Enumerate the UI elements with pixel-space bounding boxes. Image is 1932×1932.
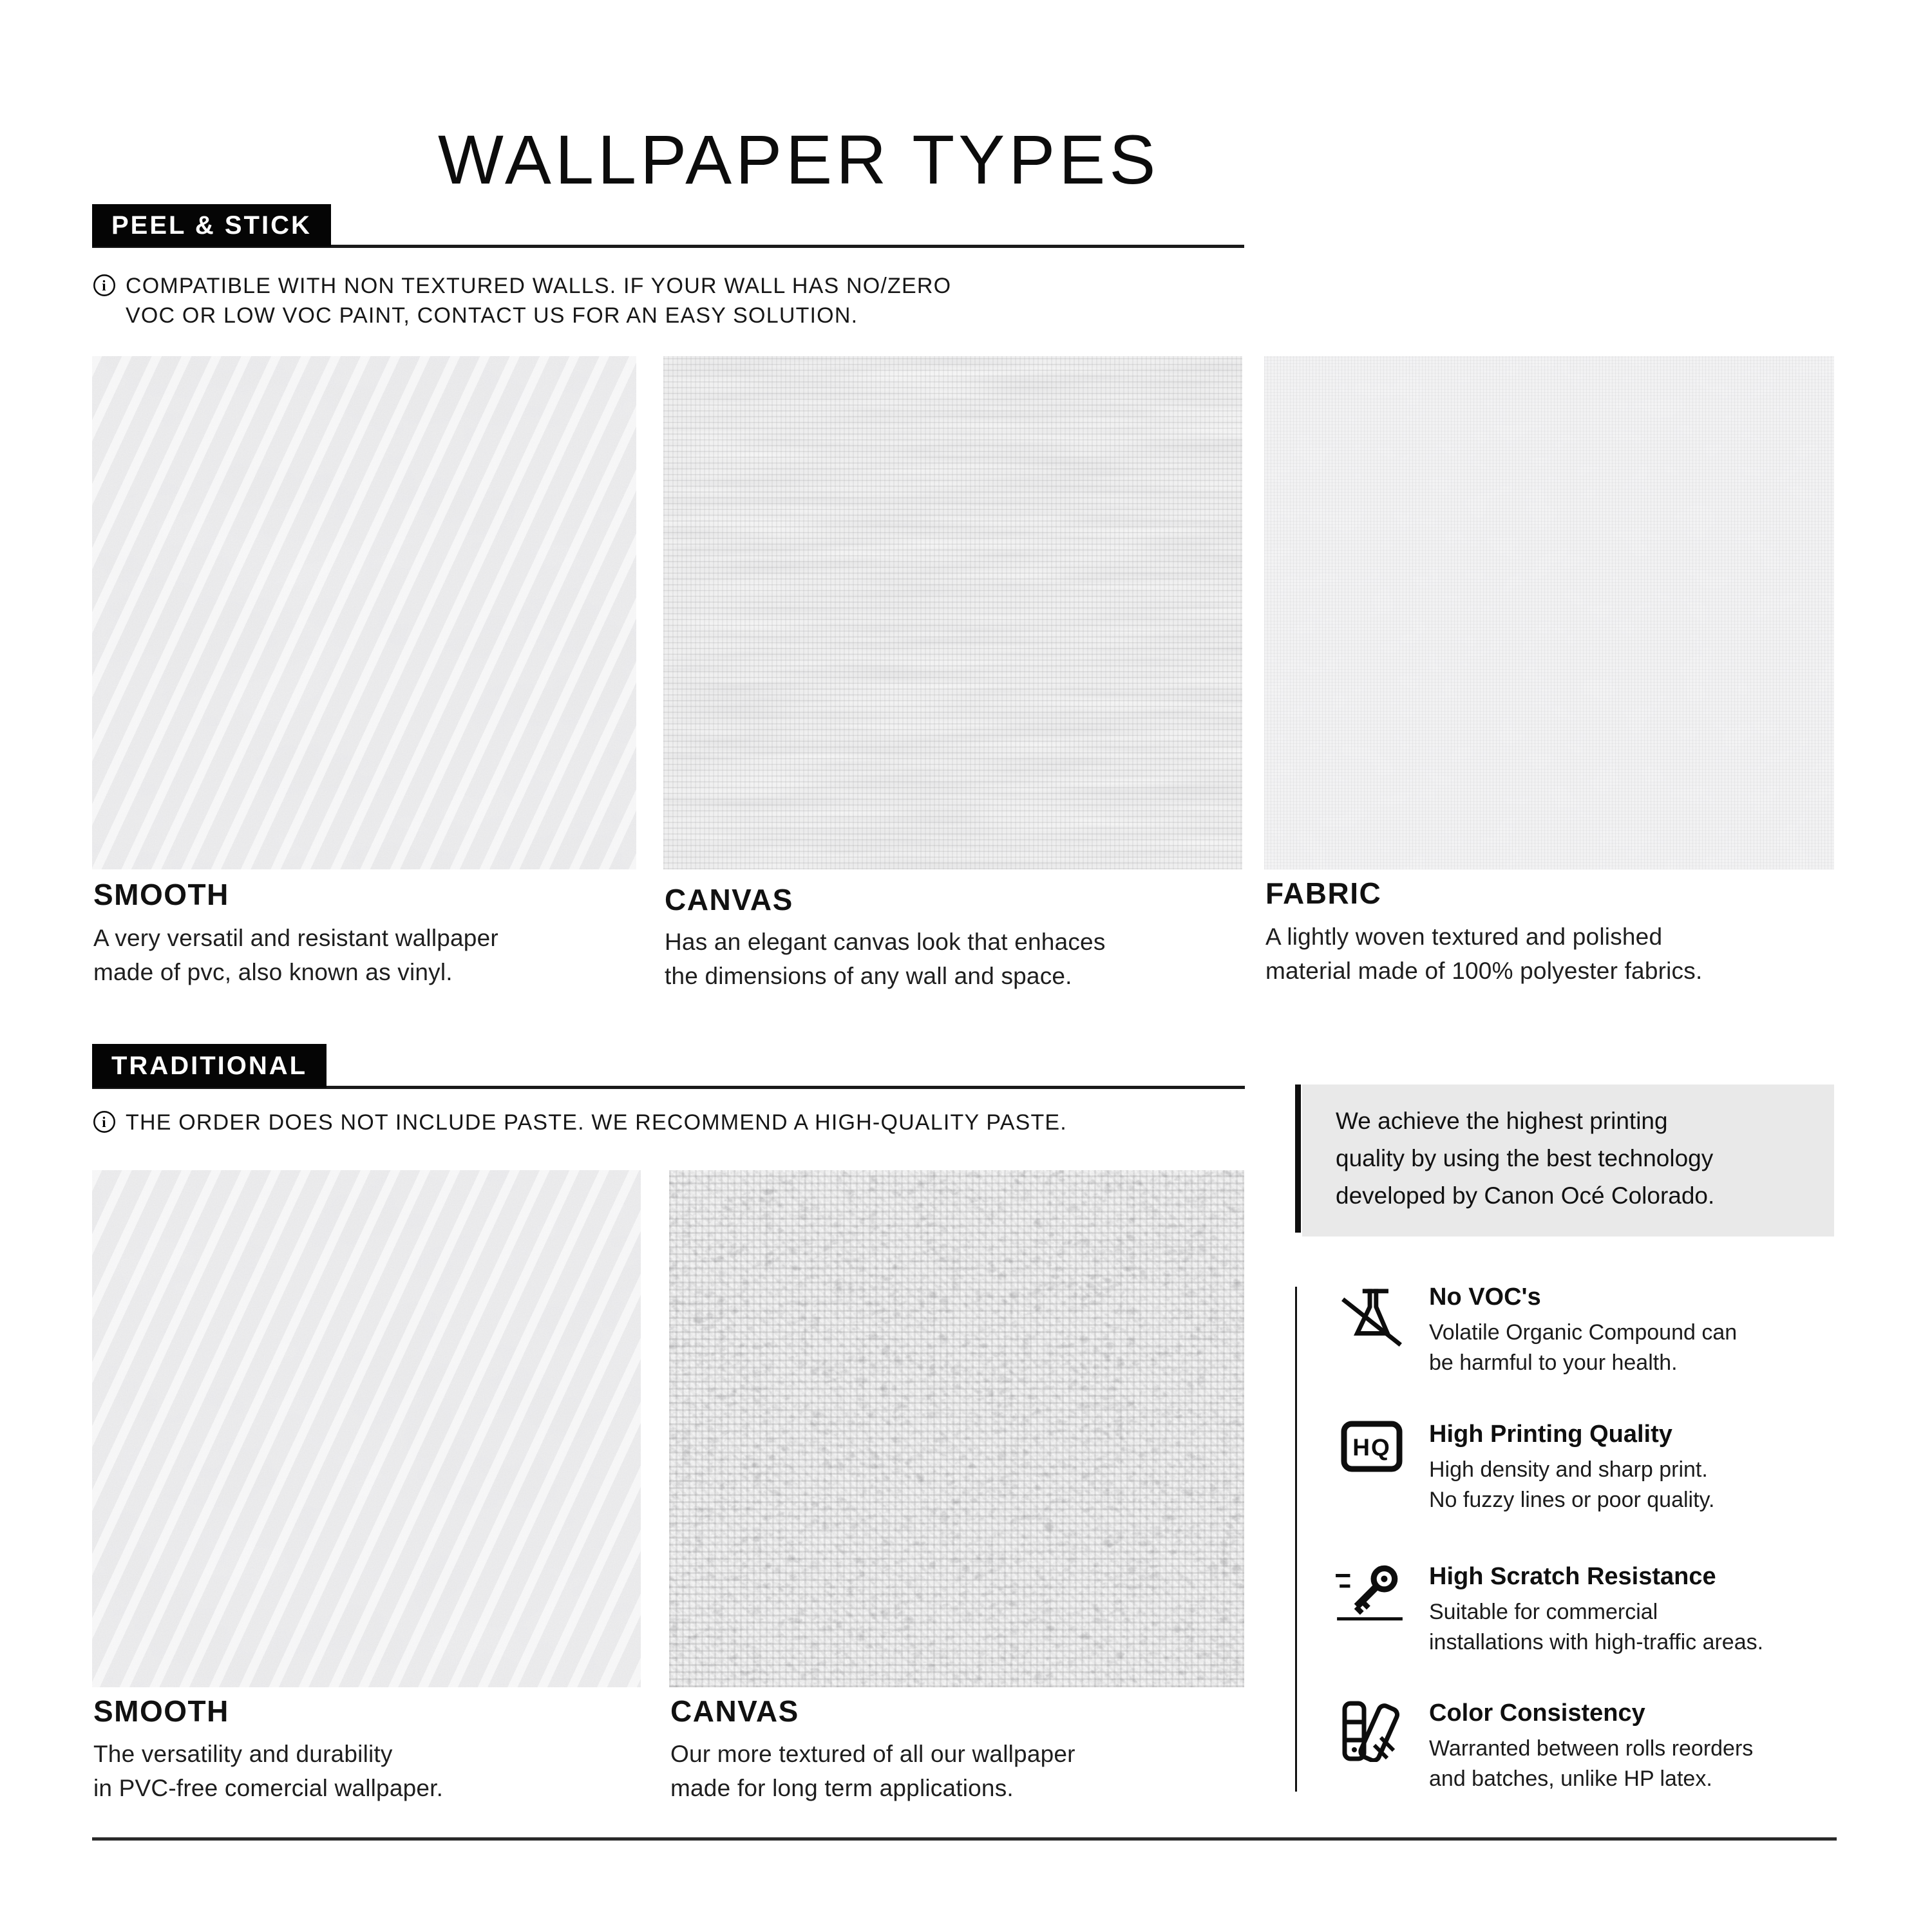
info-icon [92,1110,117,1134]
scratch-key-icon [1333,1561,1406,1622]
peel-stick-note [92,271,951,330]
feature-title: High Printing Quality [1429,1421,1672,1448]
swatch-label-smooth: SMOOTH [93,1694,229,1728]
desc-line: Has an elegant canvas look that enhaces [665,929,1106,955]
desc-line: the dimensions of any wall and space. [665,963,1072,989]
note-line: VOC OR LOW VOC PAINT, CONTACT US FOR AN EASY SOLUTION. [126,303,858,328]
panel-line: developed by Canon Océ Colorado. [1336,1182,1715,1209]
quality-panel-text [1336,1103,1714,1215]
swatch-desc-canvas [670,1737,1075,1805]
note-line: THE ORDER DOES NOT INCLUDE PASTE. WE RECOMMEND A HIGH-QUALITY PASTE. [126,1110,1067,1135]
desc-line: in PVC-free comercial wallpaper. [93,1775,444,1801]
footer-divider [92,1837,1837,1841]
canvas-texture-swatch [663,356,1242,869]
desc-line: A very versatil and resistant wallpaper [93,925,498,951]
color-swatches-icon [1341,1700,1403,1762]
note-line: COMPATIBLE WITH NON TEXTURED WALLS. IF YOUR WALL HAS NO/ZERO [126,274,952,298]
page-title: WALLPAPER TYPES [438,120,1160,199]
feature-title: High Scratch Resistance [1429,1563,1716,1590]
desc-line: made for long term applications. [670,1775,1014,1801]
svg-text:i: i [102,278,107,294]
swatch-desc-smooth [93,1737,443,1805]
info-icon [92,273,117,298]
peel-stick-note-text [126,271,951,330]
panel-line: We achieve the highest printing [1336,1108,1668,1134]
swatch-desc-smooth [93,921,498,989]
desc-line: installations with high-traffic areas. [1429,1630,1764,1654]
feature-desc [1429,1734,1753,1794]
no-voc-flask-icon [1340,1285,1403,1349]
panel-line: quality by using the best technology [1336,1145,1714,1171]
quality-panel-accent-bar [1295,1084,1301,1233]
desc-line: Suitable for commercial [1429,1600,1658,1624]
feature-desc [1429,1318,1737,1378]
desc-line: A lightly woven textured and polished [1265,923,1663,950]
desc-line: and batches, unlike HP latex. [1429,1766,1712,1791]
hq-badge-icon [1341,1421,1403,1472]
desc-line: High density and sharp print. [1429,1457,1708,1482]
desc-line: Our more textured of all our wallpaper [670,1741,1075,1767]
traditional-badge: TRADITIONAL [92,1044,327,1088]
desc-line: The versatility and durability [93,1741,393,1767]
swatch-label-fabric: FABRIC [1265,876,1382,910]
fabric-texture-swatch [1264,356,1834,869]
peel-stick-badge: PEEL & STICK [92,204,331,247]
smooth-texture-swatch [92,1170,641,1687]
svg-text:HQ: HQ [1352,1434,1391,1461]
desc-line: Warranted between rolls reorders [1429,1736,1754,1761]
svg-text:i: i [102,1114,107,1130]
desc-line: Volatile Organic Compound can [1429,1320,1738,1345]
swatch-label-canvas: CANVAS [670,1694,799,1728]
traditional-note-text [126,1108,1067,1137]
feature-title: Color Consistency [1429,1700,1645,1727]
feature-title: No VOC's [1429,1283,1541,1311]
traditional-note [92,1108,1067,1137]
swatch-label-canvas: CANVAS [665,883,793,916]
feature-desc [1429,1455,1714,1515]
desc-line: made of pvc, also known as vinyl. [93,959,453,985]
features-divider [1295,1287,1297,1792]
swatch-desc-canvas [665,925,1106,993]
swatch-label-smooth: SMOOTH [93,878,229,911]
smooth-texture-swatch [92,356,636,869]
rough-canvas-texture-swatch [669,1170,1244,1687]
desc-line: material made of 100% polyester fabrics. [1265,958,1703,984]
swatch-desc-fabric [1265,920,1702,988]
desc-line: No fuzzy lines or poor quality. [1429,1488,1715,1512]
desc-line: be harmful to your health. [1429,1350,1678,1375]
feature-desc [1429,1597,1763,1658]
